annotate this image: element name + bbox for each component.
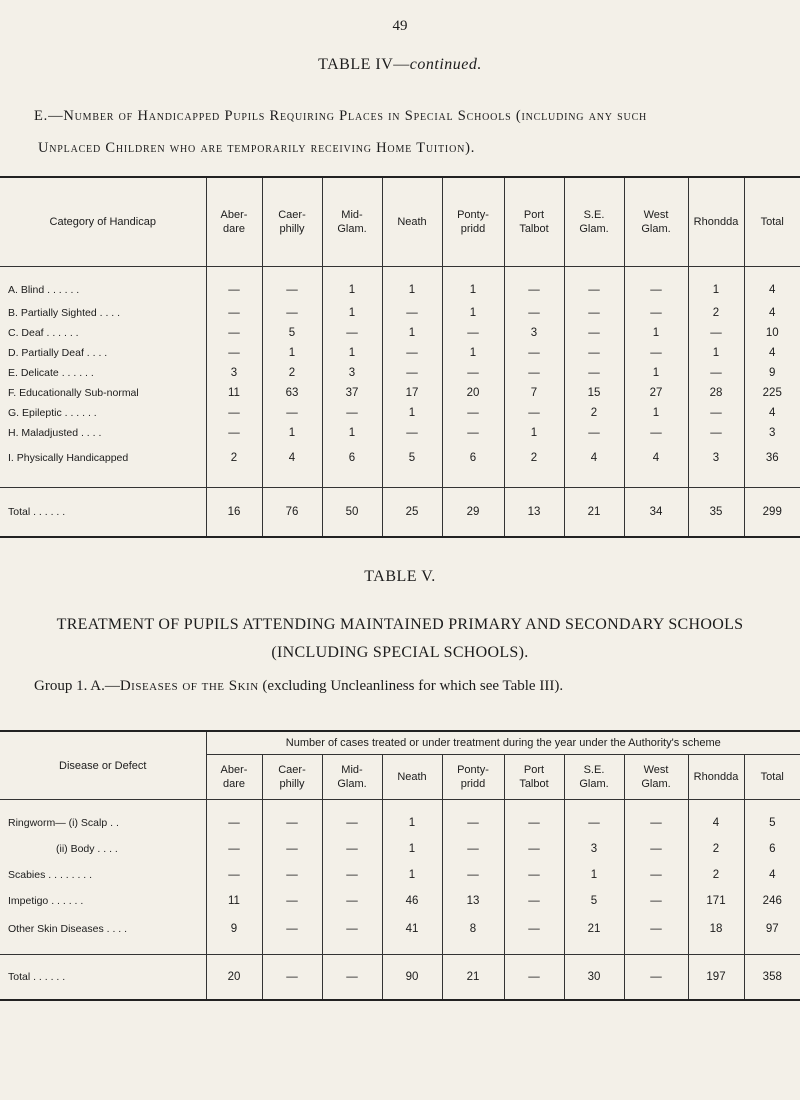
row-label: C. Deaf . . . . . . <box>8 327 79 339</box>
column-header: Neath <box>382 755 442 800</box>
cell-value: 34 <box>624 488 688 538</box>
table-row <box>0 862 800 888</box>
row-label: Ringworm— (i) Scalp . . <box>8 817 119 829</box>
cell-value: — <box>504 267 564 304</box>
cell-value: 5 <box>382 443 442 488</box>
row-label: B. Partially Sighted . . . . <box>8 307 121 319</box>
cell-value: 358 <box>744 955 800 1001</box>
cell-value: 21 <box>564 914 624 955</box>
column-header: Total <box>744 177 800 267</box>
cell-value: 13 <box>504 488 564 538</box>
cell-value: 11 <box>206 383 262 403</box>
column-header: Mid- Glam. <box>322 755 382 800</box>
table-row <box>0 267 800 304</box>
total-row <box>0 488 800 538</box>
group-prefix: Group 1. A.— <box>34 678 120 694</box>
cell-value: — <box>206 303 262 323</box>
cell-value: 16 <box>206 488 262 538</box>
cell-value: 36 <box>744 443 800 488</box>
cell-value: 1 <box>624 323 688 343</box>
cell-value: — <box>262 955 322 1001</box>
cell-value: — <box>688 323 744 343</box>
cell-value: — <box>688 363 744 383</box>
row-label: Total . . . . . . <box>0 955 206 1001</box>
cell-value: 10 <box>744 323 800 343</box>
cell-value: 4 <box>744 403 800 423</box>
cell-value: 3 <box>744 423 800 443</box>
cell-value: 9 <box>744 363 800 383</box>
column-header: Total <box>744 755 800 800</box>
cell-value: 6 <box>322 443 382 488</box>
cell-value: — <box>624 888 688 914</box>
row-label: I. Physically Handicapped <box>8 452 129 464</box>
cell-value: 1 <box>442 343 504 363</box>
column-header: Port Talbot <box>504 755 564 800</box>
cell-value: 2 <box>564 403 624 423</box>
cell-value: 1 <box>262 423 322 443</box>
table-iv-subtitle-line2: Unplaced Children who are temporarily receiving Home Tuition). <box>38 140 476 156</box>
table-v <box>0 730 800 1001</box>
table-row <box>0 403 800 423</box>
cell-value: — <box>504 955 564 1001</box>
cell-value: — <box>382 423 442 443</box>
row-label: Scabies . . . . . . . . <box>8 869 93 881</box>
cell-value: 299 <box>744 488 800 538</box>
cell-value: 97 <box>744 914 800 955</box>
table-row <box>0 443 800 488</box>
cell-value: 197 <box>688 955 744 1001</box>
cell-value: 3 <box>504 323 564 343</box>
cell-value: 3 <box>564 836 624 862</box>
cell-value: — <box>624 836 688 862</box>
category-header: Category of Handicap <box>0 177 206 267</box>
cell-value: — <box>564 343 624 363</box>
cell-value: — <box>504 888 564 914</box>
cell-value: 76 <box>262 488 322 538</box>
cell-value: — <box>624 267 688 304</box>
cell-value: — <box>442 323 504 343</box>
cell-value: 29 <box>442 488 504 538</box>
table-v-header-row-1 <box>0 731 800 755</box>
cell-value: — <box>442 363 504 383</box>
cell-value: 2 <box>688 303 744 323</box>
span-header: Number of cases treated or under treatment during the year under the Authority's scheme <box>206 731 800 755</box>
column-header: West Glam. <box>624 755 688 800</box>
column-header: Ponty- pridd <box>442 177 504 267</box>
cell-value: — <box>262 836 322 862</box>
cell-value: 3 <box>206 363 262 383</box>
cell-value: — <box>206 862 262 888</box>
cell-value: — <box>504 363 564 383</box>
group-rest: (excluding Uncleanliness for which see Table III). <box>258 678 564 694</box>
page-number: 49 <box>392 18 408 34</box>
cell-value: — <box>504 403 564 423</box>
cell-value: — <box>624 303 688 323</box>
table-row <box>0 343 800 363</box>
cell-value: 46 <box>382 888 442 914</box>
column-header: Rhondda <box>688 755 744 800</box>
total-row <box>0 955 800 1001</box>
cell-value: — <box>322 836 382 862</box>
cell-value: 35 <box>688 488 744 538</box>
cell-value: — <box>624 423 688 443</box>
cell-value: 4 <box>744 343 800 363</box>
table-iv-header-row <box>0 177 800 267</box>
cell-value: 37 <box>322 383 382 403</box>
cell-value: 4 <box>564 443 624 488</box>
table-iv-title-italic: continued. <box>409 56 482 73</box>
table-row <box>0 303 800 323</box>
cell-value: 3 <box>322 363 382 383</box>
cell-value: — <box>688 403 744 423</box>
column-header: S.E. Glam. <box>564 177 624 267</box>
cell-value: — <box>624 343 688 363</box>
table-row <box>0 363 800 383</box>
cell-value: — <box>624 862 688 888</box>
cell-value: 5 <box>262 323 322 343</box>
cell-value: 246 <box>744 888 800 914</box>
cell-value: 4 <box>744 303 800 323</box>
cell-value: — <box>322 914 382 955</box>
table-iv-subtitle-line1: E.—Number of Handicapped Pupils Requiring Places in Special Schools (including any such <box>34 108 648 124</box>
cell-value: 27 <box>624 383 688 403</box>
table-v-group-heading <box>34 678 794 695</box>
cell-value: 1 <box>624 363 688 383</box>
table-row <box>0 423 800 443</box>
cell-value: 1 <box>504 423 564 443</box>
cell-value: 2 <box>688 862 744 888</box>
cell-value: 11 <box>206 888 262 914</box>
table-row <box>0 914 800 955</box>
cell-value: 2 <box>262 363 322 383</box>
cell-value: 4 <box>262 443 322 488</box>
cell-value: — <box>262 800 322 837</box>
cell-value: — <box>322 862 382 888</box>
cell-value: — <box>442 862 504 888</box>
cell-value: — <box>504 800 564 837</box>
cell-value: — <box>504 862 564 888</box>
cell-value: 5 <box>744 800 800 837</box>
cell-value: 1 <box>322 303 382 323</box>
table-v-heading-line2: (INCLUDING SPECIAL SCHOOLS). <box>271 644 529 661</box>
cell-value: — <box>206 267 262 304</box>
cell-value: 13 <box>442 888 504 914</box>
cell-value: 6 <box>744 836 800 862</box>
cell-value: 4 <box>744 267 800 304</box>
cell-value: — <box>262 403 322 423</box>
column-header: S.E. Glam. <box>564 755 624 800</box>
cell-value: 1 <box>442 267 504 304</box>
cell-value: — <box>322 323 382 343</box>
cell-value: 20 <box>206 955 262 1001</box>
cell-value: — <box>206 800 262 837</box>
cell-value: — <box>262 888 322 914</box>
cell-value: — <box>262 914 322 955</box>
row-label: H. Maladjusted . . . . <box>8 427 102 439</box>
row-label: Other Skin Diseases . . . . <box>8 923 128 935</box>
table-row <box>0 800 800 837</box>
cell-value: 8 <box>442 914 504 955</box>
cell-value: 17 <box>382 383 442 403</box>
row-label: A. Blind . . . . . . <box>8 284 80 296</box>
cell-value: — <box>504 343 564 363</box>
row-label: (ii) Body . . . . <box>56 843 118 855</box>
cell-value: — <box>564 267 624 304</box>
table-row <box>0 836 800 862</box>
cell-value: 25 <box>382 488 442 538</box>
cell-value: 2 <box>688 836 744 862</box>
cell-value: 9 <box>206 914 262 955</box>
row-label: Total . . . . . . <box>0 488 206 538</box>
cell-value: — <box>442 800 504 837</box>
cell-value: — <box>206 343 262 363</box>
cell-value: 90 <box>382 955 442 1001</box>
cell-value: 3 <box>688 443 744 488</box>
cell-value: 1 <box>382 836 442 862</box>
table-row <box>0 323 800 343</box>
cell-value: — <box>504 836 564 862</box>
cell-value: — <box>624 800 688 837</box>
column-header: Mid- Glam. <box>322 177 382 267</box>
cell-value: — <box>382 303 442 323</box>
cell-value: — <box>442 836 504 862</box>
disease-header: Disease or Defect <box>0 731 206 800</box>
cell-value: 225 <box>744 383 800 403</box>
cell-value: — <box>624 955 688 1001</box>
table-row <box>0 888 800 914</box>
cell-value: 63 <box>262 383 322 403</box>
table-iv <box>0 176 800 538</box>
column-header: Aber- dare <box>206 177 262 267</box>
cell-value: — <box>442 423 504 443</box>
cell-value: — <box>504 303 564 323</box>
cell-value: 1 <box>322 343 382 363</box>
cell-value: — <box>206 403 262 423</box>
cell-value: 1 <box>382 800 442 837</box>
cell-value: 1 <box>382 403 442 423</box>
cell-value: 21 <box>564 488 624 538</box>
table-v-heading-line1: TREATMENT OF PUPILS ATTENDING MAINTAINED PRIMARY AND SECONDARY SCHOOLS <box>56 616 744 633</box>
cell-value: — <box>688 423 744 443</box>
column-header: Caer- philly <box>262 177 322 267</box>
cell-value: 1 <box>322 267 382 304</box>
cell-value: 7 <box>504 383 564 403</box>
cell-value: — <box>564 303 624 323</box>
cell-value: — <box>322 888 382 914</box>
cell-value: 171 <box>688 888 744 914</box>
row-label: D. Partially Deaf . . . . <box>8 347 108 359</box>
cell-value: 20 <box>442 383 504 403</box>
cell-value: — <box>206 836 262 862</box>
cell-value: 18 <box>688 914 744 955</box>
cell-value: 1 <box>322 423 382 443</box>
table-row <box>0 383 800 403</box>
cell-value: 4 <box>744 862 800 888</box>
cell-value: — <box>322 955 382 1001</box>
cell-value: 30 <box>564 955 624 1001</box>
cell-value: — <box>322 403 382 423</box>
cell-value: — <box>382 363 442 383</box>
cell-value: 6 <box>442 443 504 488</box>
cell-value: — <box>322 800 382 837</box>
cell-value: 50 <box>322 488 382 538</box>
cell-value: 1 <box>262 343 322 363</box>
row-label: F. Educationally Sub-normal <box>8 387 139 399</box>
column-header: Aber- dare <box>206 755 262 800</box>
column-header: Ponty- pridd <box>442 755 504 800</box>
cell-value: 21 <box>442 955 504 1001</box>
cell-value: 5 <box>564 888 624 914</box>
cell-value: — <box>262 303 322 323</box>
cell-value: 1 <box>688 267 744 304</box>
cell-value: — <box>206 323 262 343</box>
column-header: Rhondda <box>688 177 744 267</box>
table-iv-title-main: TABLE IV— <box>318 56 410 73</box>
cell-value: 2 <box>504 443 564 488</box>
cell-value: — <box>564 323 624 343</box>
cell-value: 1 <box>688 343 744 363</box>
cell-value: — <box>564 363 624 383</box>
cell-value: 1 <box>382 323 442 343</box>
row-label: E. Delicate . . . . . . <box>8 367 94 379</box>
group-small-caps: Diseases of the Skin <box>119 678 259 694</box>
cell-value: — <box>564 800 624 837</box>
table-v-title: TABLE V. <box>364 568 436 585</box>
column-header: Port Talbot <box>504 177 564 267</box>
cell-value: — <box>442 403 504 423</box>
cell-value: 1 <box>382 267 442 304</box>
cell-value: 28 <box>688 383 744 403</box>
cell-value: 1 <box>624 403 688 423</box>
row-label: G. Epileptic . . . . . . <box>8 407 97 419</box>
cell-value: — <box>504 914 564 955</box>
cell-value: — <box>624 914 688 955</box>
cell-value: 4 <box>688 800 744 837</box>
cell-value: — <box>382 343 442 363</box>
column-header: Caer- philly <box>262 755 322 800</box>
cell-value: 2 <box>206 443 262 488</box>
table-iv-title <box>0 56 800 74</box>
cell-value: — <box>564 423 624 443</box>
cell-value: 1 <box>564 862 624 888</box>
cell-value: — <box>262 267 322 304</box>
cell-value: 1 <box>382 862 442 888</box>
cell-value: 1 <box>442 303 504 323</box>
cell-value: 15 <box>564 383 624 403</box>
column-header: Neath <box>382 177 442 267</box>
column-header: West Glam. <box>624 177 688 267</box>
row-label: Impetigo . . . . . . <box>8 895 84 907</box>
cell-value: — <box>206 423 262 443</box>
cell-value: 4 <box>624 443 688 488</box>
cell-value: 41 <box>382 914 442 955</box>
cell-value: — <box>262 862 322 888</box>
